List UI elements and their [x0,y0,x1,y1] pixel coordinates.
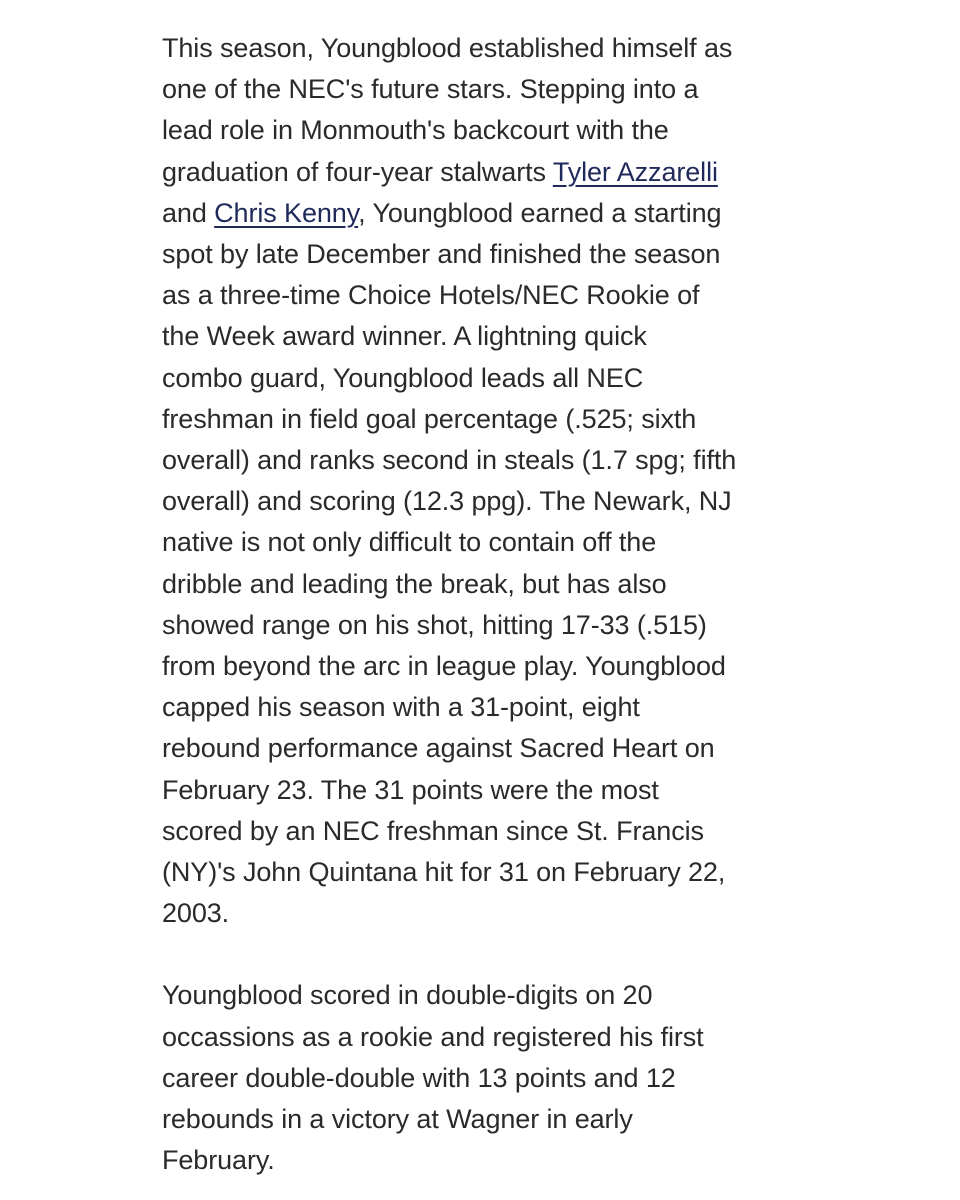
text-line: one of the NEC's future stars. Stepping into a [162,74,699,105]
text-line: (NY)'s John Quintana hit for 31 on February 22, [162,857,726,888]
text-fragment: graduation of four-year stalwarts [162,156,553,187]
text-line: from beyond the arc in league play. Youngblood [162,651,726,682]
text-line: dribble and leading the break, but has also [162,568,667,599]
text-line: scored by an NEC freshman since St. Francis [162,815,704,846]
text-fragment: , Youngblood earned a starting [358,197,722,228]
text-line: showed range on his shot, hitting 17-33 (.515) [162,609,707,640]
text-line: the Week award winner. A lightning quick [162,321,647,352]
text-line: This season, Youngblood established himself as [162,33,733,63]
text-line: native is not only difficult to contain off the [162,527,657,558]
text-line: rebounds in a victory at Wagner in early [162,1104,633,1135]
text-line: overall) and scoring (12.3 ppg). The Newark, NJ [162,486,732,517]
article-body [162,28,802,1181]
text-line [162,152,802,193]
text-line: February 23. The 31 points were the most [162,774,659,805]
text-line: rebound performance against Sacred Heart on [162,733,715,764]
text-line: February. [162,1145,275,1176]
text-fragment: and [162,197,215,228]
paragraph-spacer [162,934,802,975]
text-line: capped his season with a 31-point, eight [162,692,640,723]
text-line: combo guard, Youngblood leads all NEC [162,362,644,393]
text-line [162,193,802,234]
text-line: career double-double with 13 points and 12 [162,1062,676,1093]
text-line: spot by late December and finished the season [162,239,721,270]
text-line: as a three-time Choice Hotels/NEC Rookie of [162,280,700,311]
text-line: Youngblood scored in double-digits on 20 [162,980,653,1011]
paragraph-1 [162,28,802,934]
link-tyler-azzarelli[interactable]: Tyler Azzarelli [552,156,718,187]
text-line: freshman in field goal percentage (.525; sixth [162,403,697,434]
text-line: lead role in Monmouth's backcourt with the [162,115,669,146]
text-line: overall) and ranks second in steals (1.7 spg; fifth [162,445,737,476]
link-chris-kenny[interactable]: Chris Kenny [214,197,359,228]
text-line: 2003. [162,898,230,929]
paragraph-2 [162,975,802,1181]
text-line: occassions as a rookie and registered his first [162,1021,704,1052]
